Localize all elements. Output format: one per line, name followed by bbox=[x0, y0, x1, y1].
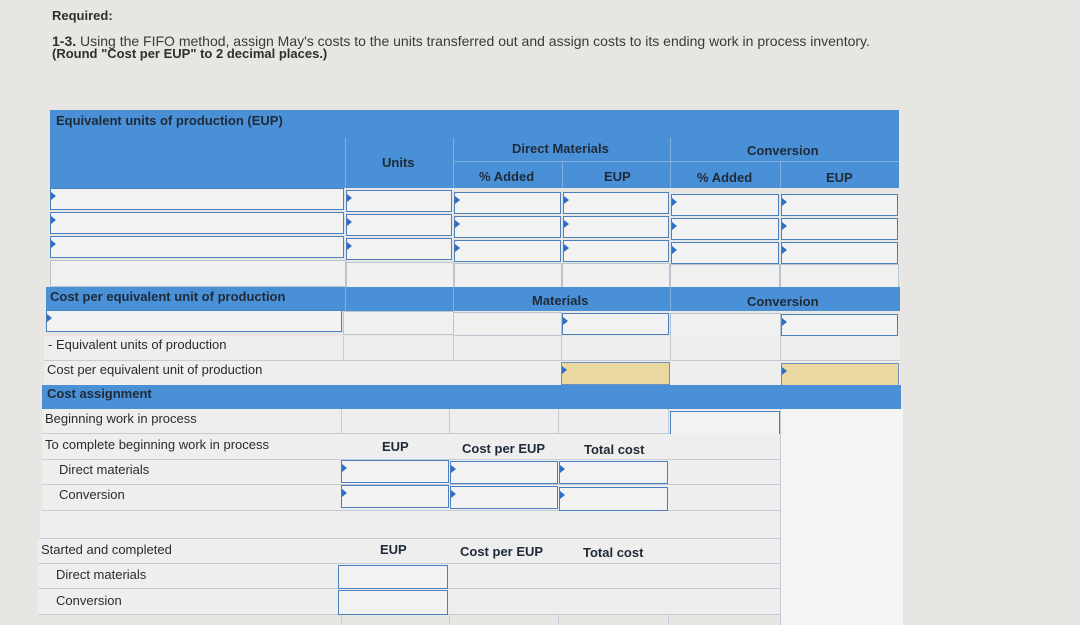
eup-row1-units-input[interactable] bbox=[346, 190, 452, 212]
started-eup-header: EUP bbox=[380, 542, 407, 557]
eup-row2-label-input[interactable] bbox=[50, 212, 344, 234]
eup-row2-conv-eup-input[interactable] bbox=[781, 218, 898, 240]
conv-eup-input[interactable] bbox=[341, 485, 449, 508]
cost-per-eup-title: Cost per equivalent unit of production bbox=[50, 289, 286, 304]
cost-assignment-bar bbox=[42, 385, 901, 409]
eup-divisor-label: - Equivalent units of production bbox=[48, 337, 227, 352]
eup-total-label-cell bbox=[50, 260, 346, 287]
eup-row2-conv-added-input[interactable] bbox=[671, 218, 779, 240]
conv-cost-per-eup-input[interactable] bbox=[450, 486, 558, 509]
cost-label-input[interactable] bbox=[46, 310, 342, 332]
instruction-body: Using the FIFO method, assign May's costs to the units transferred out and assign costs to its ending work in process inventory. bbox=[76, 33, 870, 49]
eup-total-units-cell bbox=[346, 262, 454, 289]
conversion-cost-per-eup-output[interactable] bbox=[781, 363, 899, 386]
conv-eup-header: EUP bbox=[826, 170, 853, 185]
eup-row2-dm-eup-input[interactable] bbox=[563, 216, 669, 238]
blank-row bbox=[40, 511, 780, 539]
eup-row1-label-input[interactable] bbox=[50, 188, 344, 210]
eup-row3-conv-eup-input[interactable] bbox=[781, 242, 898, 264]
conversion2-label: Conversion bbox=[56, 593, 122, 608]
eup-row1-dm-added-input[interactable] bbox=[454, 192, 561, 214]
eup-row1-conv-added-input[interactable] bbox=[671, 194, 779, 216]
dm2-eup-input[interactable] bbox=[338, 565, 448, 589]
dm-total-cost-input[interactable] bbox=[559, 461, 668, 484]
conv-added-header: % Added bbox=[697, 170, 753, 185]
rounding-note: (Round "Cost per EUP" to 2 decimal places.) bbox=[52, 46, 328, 61]
eup-row3-label-input[interactable] bbox=[50, 236, 344, 258]
conv-total-cost-input[interactable] bbox=[559, 487, 668, 511]
dm-added-header: % Added bbox=[479, 169, 535, 184]
eup-row3-dm-added-input[interactable] bbox=[454, 240, 561, 262]
to-complete-cost-per-eup-header: Cost per EUP bbox=[462, 441, 546, 456]
beginning-wip-label: Beginning work in process bbox=[45, 411, 197, 426]
to-complete-eup-header: EUP bbox=[382, 439, 409, 454]
eup-row3-dm-eup-input[interactable] bbox=[563, 240, 669, 262]
eup-total-dm-eup-cell bbox=[562, 263, 670, 289]
direct-materials-header: Direct Materials bbox=[512, 141, 609, 156]
cost-per-unit-label: Cost per equivalent unit of production bbox=[47, 362, 263, 377]
dm2-label: Direct materials bbox=[56, 567, 147, 582]
conversion-header-2: Conversion bbox=[747, 294, 819, 309]
dm-label: Direct materials bbox=[59, 462, 150, 477]
eup-title: Equivalent units of production (EUP) bbox=[56, 113, 283, 128]
conversion-cost-input[interactable] bbox=[781, 314, 898, 336]
to-complete-label: To complete beginning work in process bbox=[45, 437, 270, 452]
started-cost-per-eup-header: Cost per EUP bbox=[460, 544, 544, 559]
conversion-label: Conversion bbox=[59, 487, 125, 502]
to-complete-total-cost-header: Total cost bbox=[584, 442, 645, 457]
dm-cost-per-eup-input[interactable] bbox=[450, 461, 558, 484]
dm-eup-input[interactable] bbox=[341, 460, 449, 483]
eup-total-conv-eup-cell bbox=[780, 264, 899, 289]
started-completed-label: Started and completed bbox=[41, 542, 172, 557]
materials-cost-input[interactable] bbox=[562, 313, 669, 335]
eup-total-conv-added-cell bbox=[670, 264, 780, 289]
eup-row3-units-input[interactable] bbox=[346, 238, 452, 260]
units-header: Units bbox=[382, 155, 415, 170]
eup-row3-conv-added-input[interactable] bbox=[671, 242, 779, 264]
instruction-number: 1-3. bbox=[52, 33, 77, 49]
materials-cost-per-eup-output[interactable] bbox=[561, 362, 670, 385]
cost-assignment-title: Cost assignment bbox=[47, 386, 152, 401]
eup-row2-dm-added-input[interactable] bbox=[454, 216, 561, 238]
eup-row1-conv-eup-input[interactable] bbox=[781, 194, 898, 216]
beginning-wip-cost-input[interactable] bbox=[670, 411, 780, 436]
eup-row2-units-input[interactable] bbox=[346, 214, 452, 236]
conversion-header: Conversion bbox=[747, 143, 819, 158]
materials-header: Materials bbox=[532, 293, 589, 308]
eup-total-dm-added-cell bbox=[454, 263, 562, 289]
started-total-cost-header: Total cost bbox=[583, 545, 644, 560]
dm-eup-header: EUP bbox=[604, 169, 631, 184]
conv2-eup-input[interactable] bbox=[338, 590, 448, 615]
eup-row1-dm-eup-input[interactable] bbox=[563, 192, 669, 214]
required-heading: Required: bbox=[52, 8, 113, 23]
